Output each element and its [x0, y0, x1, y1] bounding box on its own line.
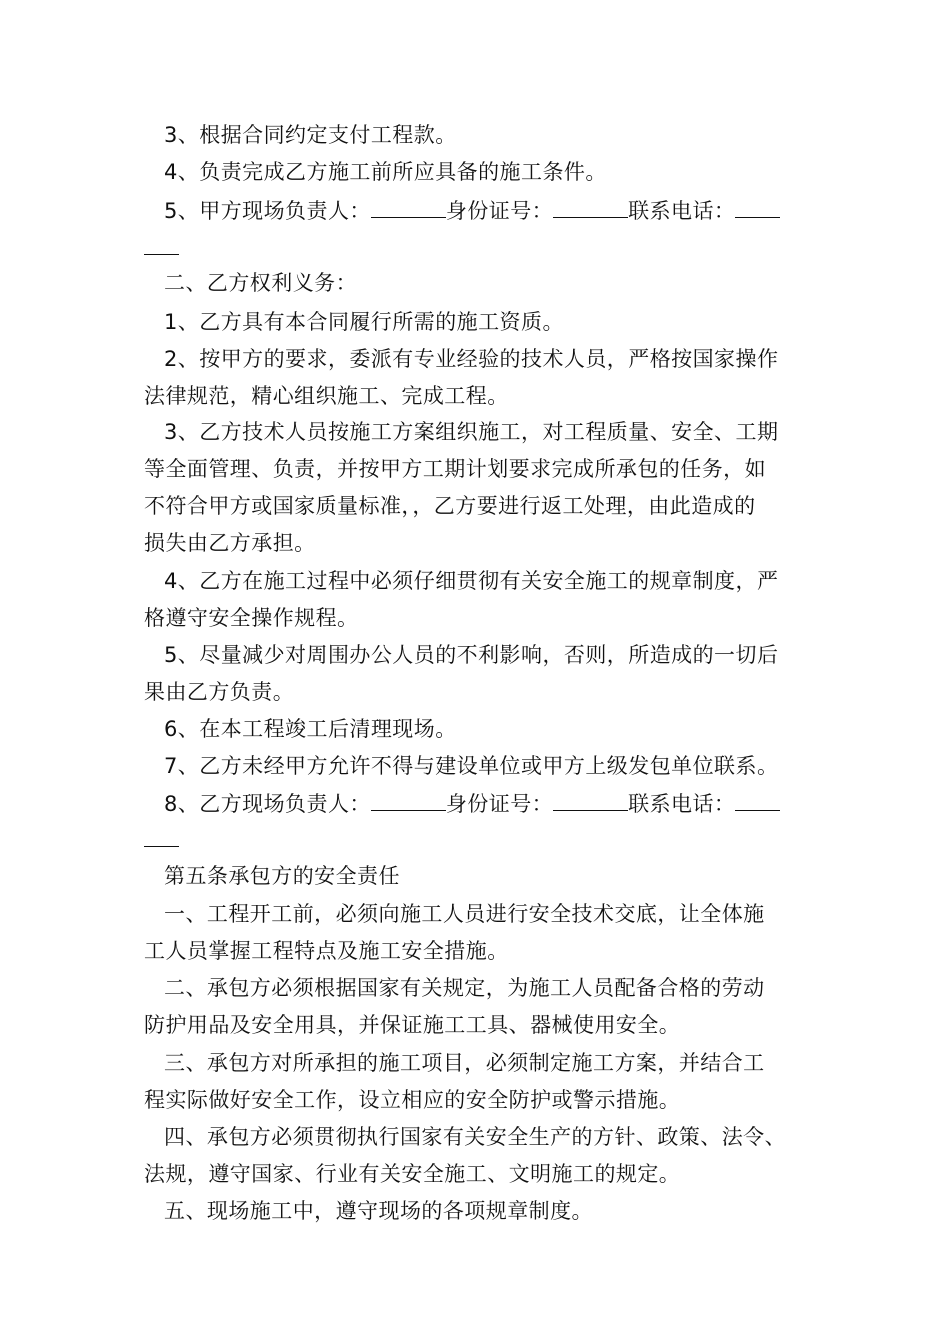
- paragraph-line: 格遵守安全操作规程。: [144, 606, 359, 630]
- paragraph-line: 五、现场施工中，遵守现场的各项规章制度。: [164, 1199, 593, 1223]
- paragraph-line: 四、承包方必须贯彻执行国家有关安全生产的方针、政策、法令、: [164, 1125, 787, 1149]
- paragraph-line: 一、工程开工前，必须向施工人员进行安全技术交底，让全体施: [164, 902, 765, 926]
- label-party-a-manager: 5、甲方现场负责人：: [164, 199, 371, 223]
- paragraph-line: 4、负责完成乙方施工前所应具备的施工条件。: [164, 160, 607, 184]
- blank-field: [371, 792, 446, 811]
- paragraph-line: 3、根据合同约定支付工程款。: [164, 123, 457, 147]
- paragraph-line: 工人员掌握工程特点及施工安全措施。: [144, 939, 509, 963]
- blank-field: [735, 199, 780, 218]
- form-line-party-a-contact: [164, 196, 834, 226]
- paragraph-line: 程实际做好安全工作，设立相应的安全防护或警示措施。: [144, 1088, 681, 1112]
- paragraph-line: 法规，遵守国家、行业有关安全施工、文明施工的规定。: [144, 1162, 681, 1186]
- paragraph-line: 5、尽量减少对周围办公人员的不利影响，否则，所造成的一切后: [164, 643, 779, 667]
- paragraph-line: 果由乙方负责。: [144, 680, 295, 704]
- paragraph-line: 三、承包方对所承担的施工项目，必须制定施工方案，并结合工: [164, 1051, 765, 1075]
- paragraph-line: 等全面管理、负责，并按甲方工期计划要求完成所承包的任务，如: [144, 457, 767, 481]
- label-id-number: 身份证号：: [445, 792, 554, 816]
- section-heading: 二、乙方权利义务：: [164, 271, 358, 295]
- blank-field: [371, 199, 446, 218]
- paragraph-line: 2、按甲方的要求，委派有专业经验的技术人员，严格按国家操作: [164, 347, 779, 371]
- paragraph-line: 法律规范，精心组织施工、完成工程。: [144, 384, 509, 408]
- label-phone: 联系电话：: [628, 199, 736, 223]
- paragraph-line: 二、承包方必须根据国家有关规定，为施工人员配备合格的劳动: [164, 976, 765, 1000]
- paragraph-line: 6、在本工程竣工后清理现场。: [164, 717, 457, 741]
- label-phone: 联系电话：: [628, 792, 736, 816]
- blank-field: [553, 792, 628, 811]
- label-party-b-manager: 8、乙方现场负责人：: [164, 792, 371, 816]
- paragraph-line: 4、乙方在施工过程中必须仔细贯彻有关安全施工的规章制度，严: [164, 569, 779, 593]
- paragraph-line: 7、乙方未经甲方允许不得与建设单位或甲方上级发包单位联系。: [164, 754, 779, 778]
- blank-field: [735, 792, 780, 811]
- blank-field: [553, 199, 628, 218]
- paragraph-line: 不符合甲方或国家质量标准，，乙方要进行返工处理，由此造成的: [144, 494, 756, 518]
- paragraph-line: 防护用品及安全用具，并保证施工工具、器械使用安全。: [144, 1013, 681, 1037]
- paragraph-line: 损失由乙方承担。: [144, 531, 316, 555]
- label-id-number: 身份证号：: [445, 199, 554, 223]
- paragraph-line: 1、乙方具有本合同履行所需的施工资质。: [164, 310, 564, 334]
- form-line-party-b-contact: [164, 789, 834, 819]
- blank-field-continuation: [144, 254, 179, 255]
- blank-field-continuation: [144, 846, 179, 847]
- paragraph-line: 3、乙方技术人员按施工方案组织施工，对工程质量、安全、工期: [164, 420, 779, 444]
- section-heading: 第五条承包方的安全责任: [164, 864, 400, 888]
